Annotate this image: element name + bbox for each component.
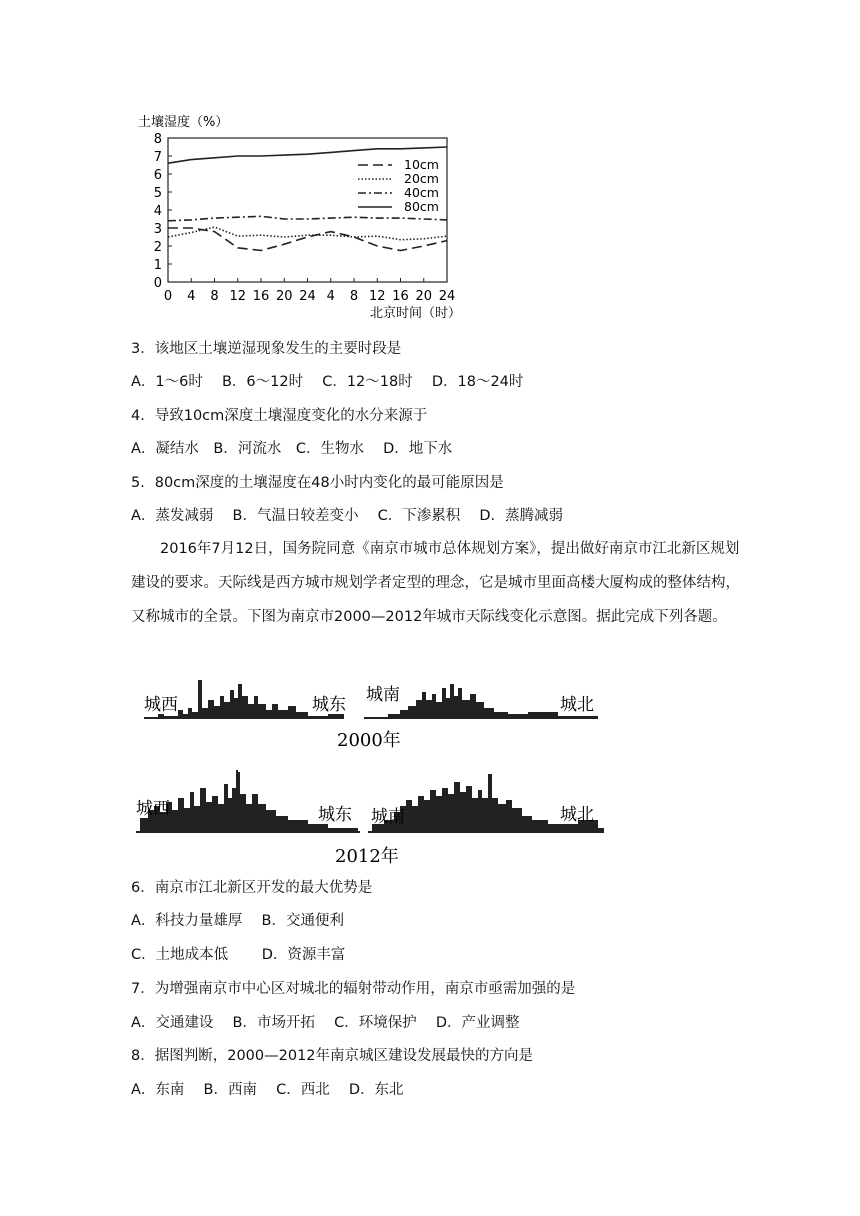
legend-label-20cm: 20cm	[404, 171, 439, 186]
year-caption-2012: 2012年	[335, 846, 399, 867]
question-7-options: A．交通建设 B．市场开拓 C．环境保护 D．产业调整	[131, 1015, 520, 1031]
question-6-options-ab: A．科技力量雄厚 B．交通便利	[131, 913, 344, 929]
question-7-stem: 7．为增强南京市中心区对城北的辐射带动作用，南京市亟需加强的是	[131, 981, 576, 997]
y-tick-label: 0	[153, 276, 162, 291]
series-line-10cm	[168, 228, 447, 251]
label-east-2012: 城东	[318, 805, 352, 825]
x-axis-title: 北京时间（时）	[370, 306, 462, 321]
passage-paragraph: 2016年7月12日，国务院同意《南京市城市总体规划方案》，提出做好南京市江北新区规划建设的要求。天际线是西方城市规划学者定型的理念，它是城市里面高楼大厦构成的整体结构，又称城市的全景。下图为南京市2000—2012年城市天际线变化示意图。据此完成下列各题。	[131, 541, 740, 625]
skyline-2000-south-north	[364, 684, 598, 718]
legend-label-40cm: 40cm	[404, 185, 439, 200]
y-tick-label: 6	[153, 168, 162, 183]
x-tick-label: 12	[368, 289, 386, 304]
y-axis-title: 土壤湿度（%）	[138, 115, 229, 130]
y-tick-label: 5	[153, 186, 162, 201]
question-6-options-cd: C．土地成本低 D．资源丰富	[131, 947, 346, 963]
series-line-20cm	[168, 227, 447, 240]
soil-humidity-chart	[120, 108, 480, 323]
label-east-2000: 城东	[312, 695, 346, 715]
x-tick-label: 20	[275, 289, 293, 304]
label-north-2012: 城北	[560, 805, 594, 825]
question-8-options: A．东南 B．西南 C．西北 D．东北	[131, 1082, 404, 1098]
x-tick-label: 24	[299, 289, 316, 304]
x-tick-label: 16	[392, 289, 409, 304]
question-4-options: A．凝结水 B．河流水 C．生物水 D．地下水	[131, 441, 453, 457]
legend-label-10cm: 10cm	[404, 157, 439, 172]
label-west-2000: 城西	[144, 695, 178, 715]
y-axis-ticks	[154, 132, 172, 291]
question-6-stem: 6．南京市江北新区开发的最大优势是	[131, 880, 373, 896]
legend-label-80cm: 80cm	[404, 199, 439, 214]
y-tick-label: 8	[153, 132, 162, 147]
question-5-options: A．蒸发减弱 B．气温日较差变小 C．下渗累积 D．蒸腾减弱	[131, 508, 563, 524]
y-tick-label: 1	[153, 258, 162, 273]
question-3-stem: 3．该地区土壤逆湿现象发生的主要时段是	[131, 341, 402, 357]
x-tick-label: 12	[229, 289, 247, 304]
skyline-2012-south-north	[368, 774, 604, 832]
question-4-stem: 4．导致10cm深度土壤湿度变化的水分来源于	[131, 408, 428, 424]
x-tick-label: 4	[187, 289, 196, 304]
question-3-options: A．1～6时 B．6～12时 C．12～18时 D．18～24时	[131, 374, 524, 390]
x-tick-label: 4	[326, 289, 335, 304]
series-line-40cm	[168, 216, 447, 221]
y-tick-label: 3	[153, 222, 162, 237]
year-caption-2000: 2000年	[337, 730, 401, 751]
question-8-stem: 8．据图判断，2000—2012年南京城区建设发展最快的方向是	[131, 1048, 534, 1064]
label-north-2000: 城北	[560, 695, 594, 715]
label-south-2000: 城南	[366, 685, 400, 705]
x-tick-label: 24	[438, 289, 456, 304]
x-tick-label: 20	[415, 289, 433, 304]
x-tick-label: 16	[252, 289, 270, 304]
y-tick-label: 7	[153, 150, 162, 165]
y-tick-label: 4	[153, 204, 162, 219]
x-tick-label: 8	[349, 289, 359, 304]
x-tick-label: 8	[210, 289, 219, 304]
y-tick-label: 2	[153, 240, 162, 255]
skyline-2012-west-east	[136, 770, 360, 832]
label-south-2012: 城南	[371, 807, 405, 827]
skyline-figure	[128, 670, 618, 875]
skyline-2000-west-east	[144, 680, 346, 718]
chart-legend	[358, 157, 439, 214]
label-west-2012: 城西	[136, 799, 170, 819]
question-5-stem: 5．80cm深度的土壤湿度在48小时内变化的最可能原因是	[131, 475, 504, 491]
x-tick-label: 0	[163, 289, 173, 304]
